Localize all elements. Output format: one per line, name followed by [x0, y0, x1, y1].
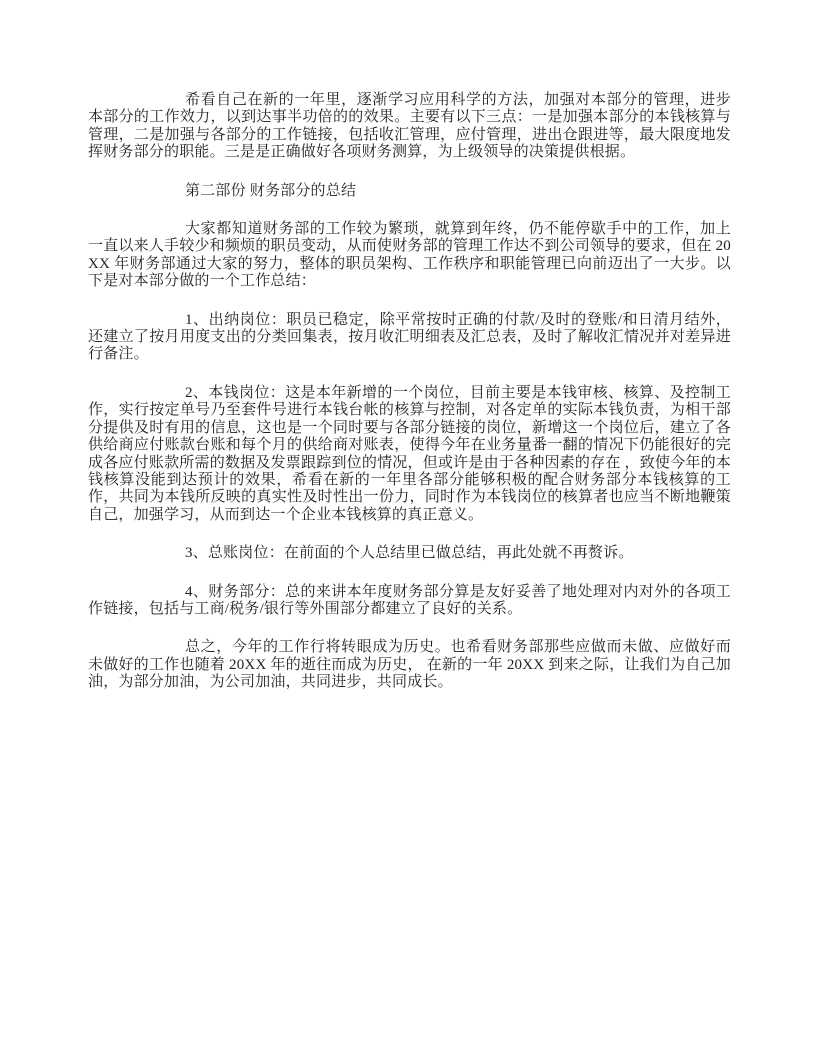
paragraph-item-2-cost: 2、本钱岗位：这是本年新增的一个岗位，目前主要是本钱审核、核算、及控制工作，实行按定单号乃至套件号进行本钱台帐的核算与控制，对各定单的实际本钱负责，为相干部分提供及时有用的信息，这也是一个同时要与各部分链接的岗位，新增这一个岗位后，建立了各供给商应付账款台账和每个月的供给商对账表，使得今年在业务量番一翻的情况下仍能很好的完成各应付账款所需的数据及发票跟踪到位的情况，但或许是由于各种因素的存在 ，致使今年的本钱核算没能到达预计的效果，希看在新的一年里各部分能够积极的配合财务部分本钱核算的工作，共同为本钱所反映的真实性及时性出一份力，同时作为本钱岗位的核算者也应当不断地鞭策自己，加强学习，从而到达一个企业本钱核算的真正意义。 [88, 384, 731, 523]
paragraph-item-4-finance: 4、财务部分：总的来讲本年度财务部分算是友好妥善了地处理对内对外的各项工作链接，包括与工商/税务/银行等外围部分都建立了良好的关系。 [88, 583, 731, 617]
paragraph-item-3-ledger: 3、总账岗位：在前面的个人总结里已做总结，再此处就不再赘诉。 [185, 545, 634, 562]
paragraph-item-1-cashier: 1、出纳岗位：职员已稳定，除平常按时正确的付款/及时的登账/和日清月结外，还建立了按月用度支出的分类回集表，按月收汇明细表及汇总表，及时了解收汇情况并对差异进行备注。 [88, 311, 731, 363]
paragraph-intro: 希看自己在新的一年里，逐渐学习应用科学的方法，加强对本部分的管理，进步本部分的工作效力，以到达事半功倍的的效果。主要有以下三点：一是加强本部分的本钱核算与管理，二是加强与各部分的工作链接，包括收汇管理，应付管理，进出仓跟进等，最大限度地发挥财务部分的职能。三是是正确做好各项财务测算，为上级领导的决策提供根据。 [88, 92, 731, 161]
paragraph-closing: 总之，今年的工作行将转眼成为历史。也希看财务部那些应做而未做、应做好而未做好的工作也随着 20XX 年的逝往而成为历史， 在新的一年 20XX 到来之际，让我们为自己加油，为部分加油，为公司加油，共同进步，共同成长。 [88, 639, 731, 691]
document-text-area [88, 92, 731, 713]
paragraph-overview: 大家都知道财务部的工作较为繁琐，就算到年终，仍不能停歇手中的工作，加上一直以来人手较少和频烦的职员变动，从而使财务部的管理工作达不到公司领导的要求，但在 20XX 年财务部通过大家的努力，整体的职员架构、工作秩序和职能管理已向前迈出了一大步。以下是对本部分做的一个工作总结： [88, 221, 731, 290]
section-heading: 第二部份 财务部分的总结 [185, 182, 357, 199]
